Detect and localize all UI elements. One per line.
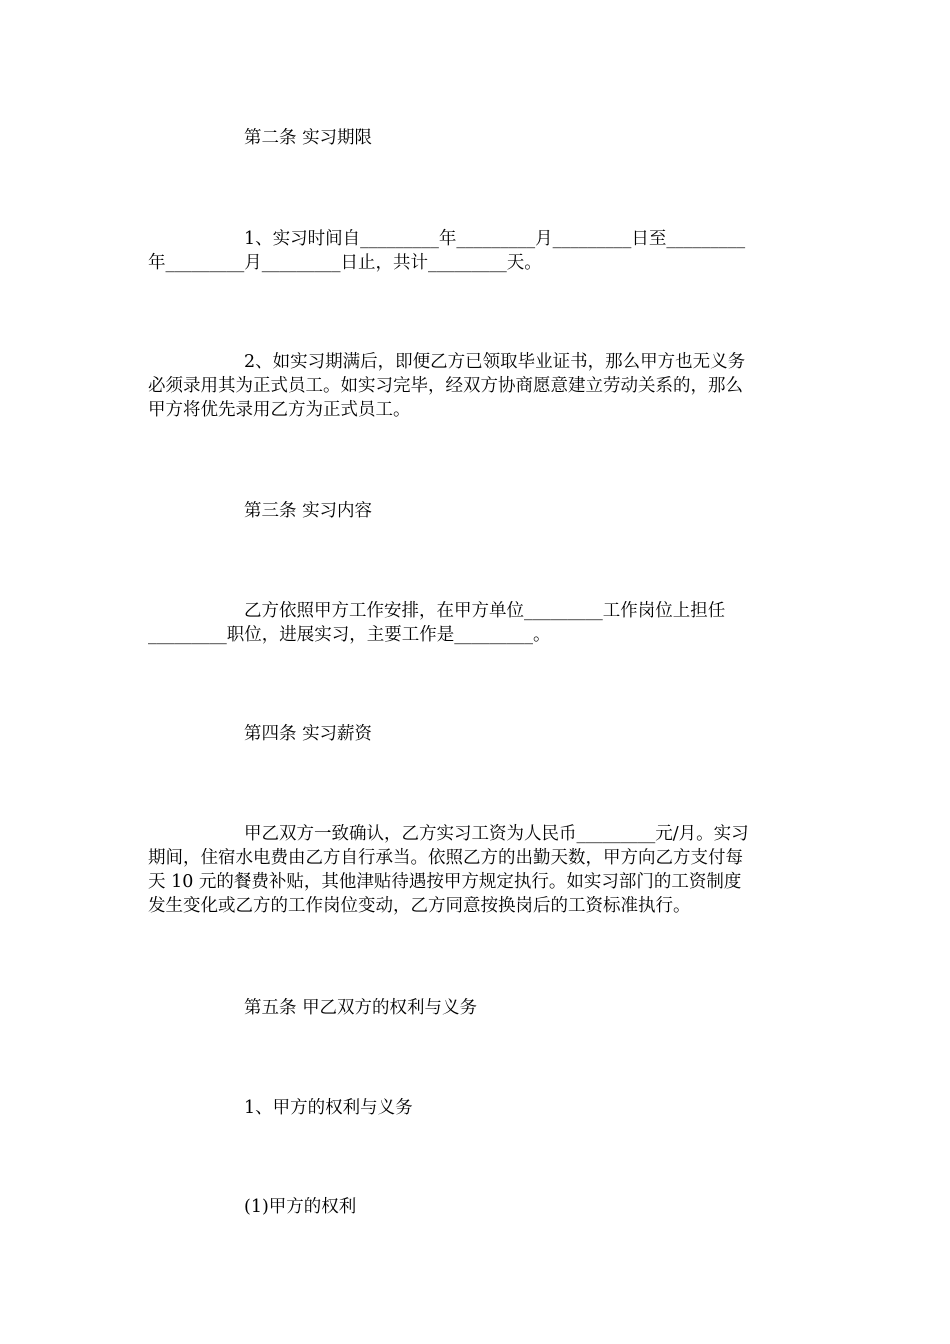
article-4-body [148,822,798,918]
article-2-heading-text: 第二条 实习期限 [244,128,373,148]
article-5-heading-text: 第五条 甲乙双方的权利与义务 [244,998,478,1018]
article-2-item-1-line-1: 1、实习时间自_________年_________月_________日至_________ [244,229,746,249]
article-4-body-line-1: 甲乙双方一致确认，乙方实习工资为人民币_________元/月。实习 [244,824,749,844]
article-5-sub-1-1-text: (1)甲方的权利 [244,1197,357,1217]
article-5-heading [244,996,804,1020]
article-4-heading [244,722,804,746]
article-2-heading [244,126,804,150]
article-4-heading-text: 第四条 实习薪资 [244,724,373,744]
article-2-item-2 [148,350,798,422]
article-3-heading-text: 第三条 实习内容 [244,501,373,521]
article-4-body-line-2: 期间，住宿水电费由乙方自行承当。依照乙方的出勤天数，甲方向乙方支付每 [148,848,743,868]
article-3-heading [244,499,804,523]
article-2-item-1 [148,227,798,275]
article-2-item-2-line-1: 2、如实习期满后，即便乙方已领取毕业证书，那么甲方也无义务 [244,352,746,372]
article-5-sub-1 [244,1096,804,1120]
article-3-body-line-1: 乙方依照甲方工作安排，在甲方单位_________工作岗位上担任 [244,601,726,621]
article-2-item-1-line-2: 年_________月_________日止，共计_________天。 [148,253,542,273]
article-2-item-2-line-3: 甲方将优先录用乙方为正式员工。 [148,400,411,420]
article-3-body [148,599,798,647]
article-5-sub-1-text: 1、甲方的权利与义务 [244,1098,413,1118]
article-4-body-line-3: 天 10 元的餐费补贴，其他津贴待遇按甲方规定执行。如实习部门的工资制度 [148,872,742,892]
article-5-sub-1-1 [244,1195,804,1219]
article-4-body-line-4: 发生变化或乙方的工作岗位变动，乙方同意按换岗后的工资标准执行。 [148,896,691,916]
article-3-body-line-2: _________职位，进展实习，主要工作是_________。 [148,625,551,645]
article-2-item-2-line-2: 必须录用其为正式员工。如实习完毕，经双方协商愿意建立劳动关系的，那么 [148,376,743,396]
